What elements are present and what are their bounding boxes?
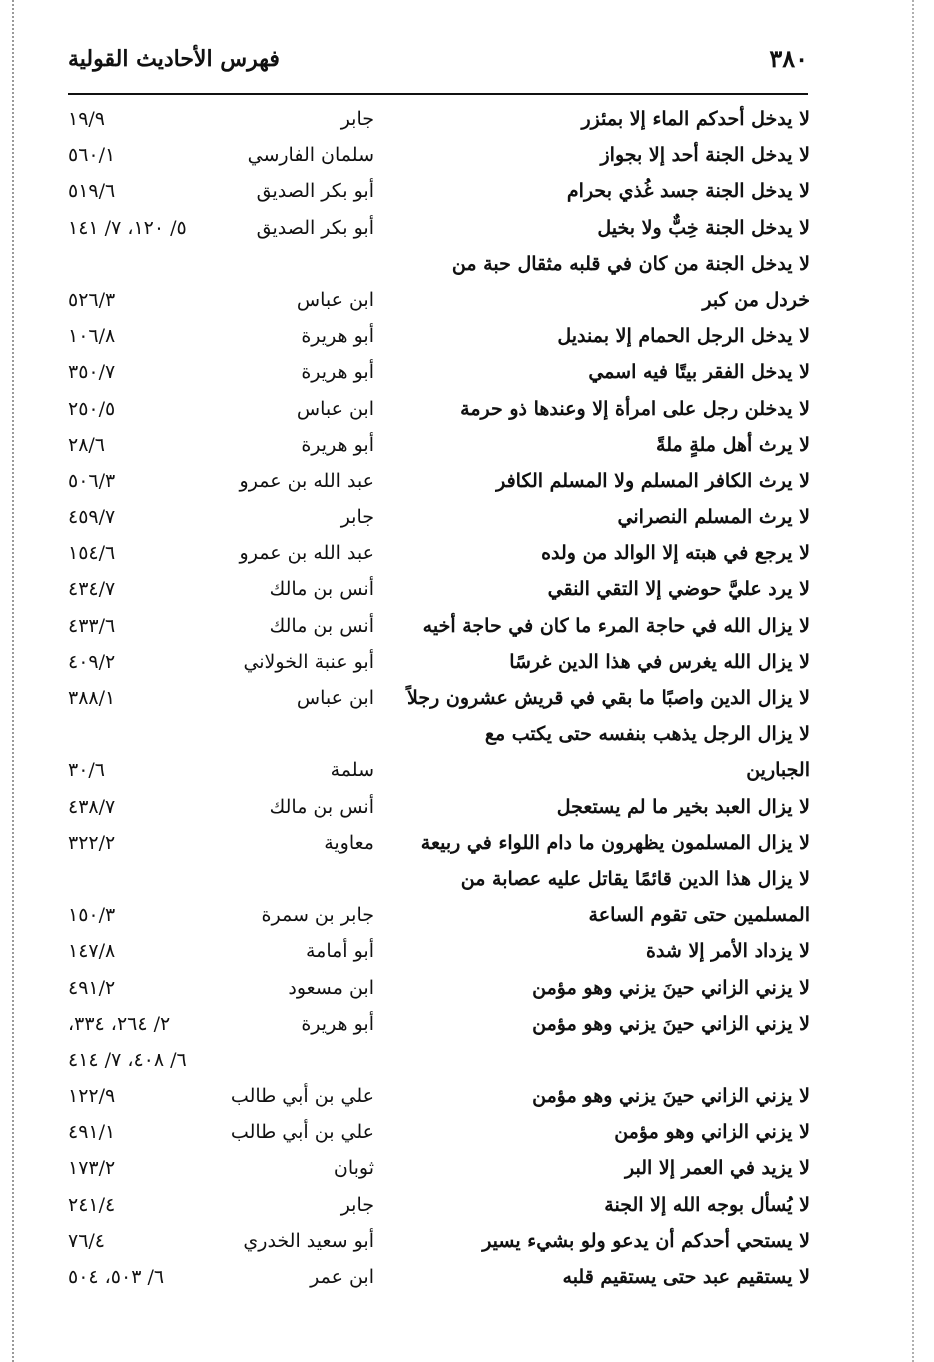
volume-page-reference: ٤٣٣/٦ [68, 614, 116, 637]
page-number: ٣٨٠ [769, 44, 808, 73]
volume-page-reference: ٦/ ٤٠٨، ٧/ ٤١٤ [68, 1048, 187, 1071]
hadith-text: لا يزال العبد بخير ما لم يستعجل [556, 795, 810, 818]
volume-page-reference: ٥١٩/٦ [68, 180, 116, 203]
narrator-name: ابن عباس [296, 397, 374, 420]
hadith-text: لا يرد عليَّ حوضي إلا التقي النقي [547, 578, 810, 601]
narrator-name: علي بن أبي طالب [230, 1121, 374, 1144]
volume-page-reference: ١٩/٩ [68, 108, 106, 130]
volume-page-reference: ٢٨/٦ [68, 433, 106, 456]
hadith-text: لا يزني الزاني وهو مؤمن [614, 1121, 810, 1144]
hadith-text: لا يزال الدين واصبًا ما بقي في قريش عشرون رجلاً [407, 687, 810, 709]
index-row [68, 755, 810, 791]
volume-page-reference: ١٢٢/٩ [68, 1085, 116, 1108]
hadith-text: لا يزال الرجل يذهب بنفسه حتى يكتب مع [484, 723, 810, 746]
narrator-name: أبو هريرة [301, 1012, 374, 1035]
hadith-text: لا يستقيم عبد حتى يستقيم قلبه [562, 1266, 810, 1288]
hadith-text: لا يرث أهل ملةٍ ملةً [656, 433, 810, 456]
right-edge-scan-dots [912, 0, 914, 1362]
narrator-name: ابن عباس [296, 288, 374, 311]
hadith-text: لا يزداد الأمر إلا شدة [645, 940, 810, 963]
index-row [68, 466, 810, 502]
index-row [68, 936, 810, 972]
volume-page-reference: ٧٦/٤ [68, 1229, 106, 1252]
index-row [68, 1081, 810, 1117]
index-row [68, 140, 810, 176]
volume-page-reference: ١٧٣/٢ [68, 1157, 116, 1180]
hadith-text: لا يدخل الجنة أحد إلا بجواز [600, 144, 810, 167]
volume-page-reference: ٤٣٨/٧ [68, 795, 116, 818]
narrator-name: عبد الله بن عمرو [239, 542, 374, 565]
volume-page-reference: ٣٥٠/٧ [68, 361, 116, 384]
narrator-name: ابن مسعود [288, 976, 374, 999]
hadith-text: خردل من كبر [702, 288, 810, 311]
index-row [68, 719, 810, 755]
hadith-text: لا يرث المسلم النصراني [617, 506, 810, 529]
narrator-name: أنس بن مالك [269, 795, 374, 818]
narrator-name: ابن عباس [296, 687, 374, 709]
volume-page-reference: ٥/ ١٢٠، ٧/ ١٤١ [68, 216, 187, 239]
narrator-name: أبو هريرة [301, 361, 374, 384]
index-row [68, 864, 810, 900]
narrator-name: جابر [340, 108, 374, 130]
index-row [68, 1190, 810, 1226]
volume-page-reference: ٥٢٦/٣ [68, 288, 116, 311]
volume-page-reference: ٤٥٩/٧ [68, 506, 116, 529]
index-row [68, 647, 810, 683]
index-row [68, 1226, 810, 1262]
hadith-text: المسلمين حتى تقوم الساعة [588, 904, 810, 927]
hadith-text: لا يدخل الجنة جسد غُذي بحرام [566, 180, 810, 203]
index-row [68, 574, 810, 610]
narrator-name: عبد الله بن عمرو [239, 469, 374, 492]
volume-page-reference: ١٤٧/٨ [68, 940, 116, 963]
narrator-name: سلمان الفارسي [247, 144, 374, 167]
index-row [68, 430, 810, 466]
index-row [68, 683, 810, 719]
hadith-text: لا يزال الله في حاجة المرء ما كان في حاجة أخيه [422, 614, 810, 637]
volume-page-reference: ٣٨٨/١ [68, 687, 116, 709]
index-row [68, 394, 810, 430]
narrator-name: أبو أمامة [305, 940, 374, 963]
narrator-name: ثوبان [333, 1157, 374, 1180]
volume-page-reference: ١٥٤/٦ [68, 542, 116, 565]
narrator-name: أبو سعيد الخدري [243, 1229, 374, 1252]
hadith-text: لا يزني الزاني حينَ يزني وهو مؤمن [532, 1085, 810, 1108]
volume-page-reference: ٥٠٦/٣ [68, 469, 116, 492]
index-row [68, 104, 810, 140]
narrator-name: أبو هريرة [301, 433, 374, 456]
narrator-name: أبو بكر الصديق [256, 216, 374, 239]
index-row [68, 1117, 810, 1153]
index-row [68, 176, 810, 212]
running-title: فهرس الأحاديث القولية [68, 46, 280, 72]
hadith-text: لا يزيد في العمر إلا البر [625, 1157, 810, 1180]
narrator-name: علي بن أبي طالب [230, 1085, 374, 1108]
volume-page-reference: ١٥٠/٣ [68, 904, 116, 927]
narrator-name: أنس بن مالك [269, 578, 374, 601]
hadith-text: لا يدخل أحدكم الماء إلا بمئزر [581, 108, 810, 130]
hadith-text: لا يزني الزاني حينَ يزني وهو مؤمن [532, 976, 810, 999]
narrator-name: معاوية [324, 831, 374, 854]
hadith-text: لا يزال هذا الدين قائمًا يقاتل عليه عصابة من [460, 867, 810, 890]
index-row [68, 900, 810, 936]
hadith-text: لا يرجع في هبته إلا الوالد من ولده [541, 542, 810, 565]
volume-page-reference: ٤٣٤/٧ [68, 578, 116, 601]
narrator-name: جابر [340, 506, 374, 529]
index-row [68, 285, 810, 321]
index-row [68, 213, 810, 249]
index-row [68, 502, 810, 538]
volume-page-reference: ١٠٦/٨ [68, 325, 116, 348]
volume-page-reference: ٣٢٢/٢ [68, 831, 116, 854]
hadith-index-list [68, 104, 810, 1298]
left-edge-scan-dots [12, 0, 14, 1362]
narrator-name: جابر بن سمرة [261, 904, 374, 927]
header-rule [68, 93, 808, 95]
index-row [68, 1262, 810, 1298]
volume-page-reference: ٤٠٩/٢ [68, 650, 116, 673]
narrator-name: سلمة [330, 759, 374, 782]
index-row [68, 1045, 810, 1081]
index-row [68, 1153, 810, 1189]
hadith-text: لا يدخل الجنة خِبٌّ ولا بخيل [597, 216, 810, 239]
index-row [68, 321, 810, 357]
hadith-text: لا يرث الكافر المسلم ولا المسلم الكافر [496, 469, 810, 492]
index-row [68, 611, 810, 647]
index-row [68, 792, 810, 828]
hadith-text: لا يزال المسلمون يظهرون ما دام اللواء في ربيعة [420, 831, 810, 854]
volume-page-reference: ٣٠/٦ [68, 759, 106, 782]
hadith-text: لا يدخل الرجل الحمام إلا بمنديل [557, 325, 810, 348]
volume-page-reference: ٢/ ٢٦٤، ٣٣٤، [68, 1012, 171, 1035]
hadith-text: لا يدخل الجنة من كان في قلبه مثقال حبة من [451, 252, 810, 275]
volume-page-reference: ٤٩١/١ [68, 1121, 116, 1144]
index-row [68, 538, 810, 574]
narrator-name: جابر [340, 1193, 374, 1216]
hadith-text: لا يزال الله يغرس في هذا الدين غرسًا [509, 650, 810, 673]
hadith-text: لا يُسأل بوجه الله إلا الجنة [604, 1193, 810, 1216]
volume-page-reference: ٢٤١/٤ [68, 1193, 116, 1216]
index-row [68, 249, 810, 285]
narrator-name: أبو عنبة الخولاني [243, 650, 374, 673]
index-row [68, 973, 810, 1009]
volume-page-reference: ٦/ ٥٠٣، ٥٠٤ [68, 1266, 165, 1288]
hadith-text: الجبارين [746, 759, 810, 782]
volume-page-reference: ٥٦٠/١ [68, 144, 116, 167]
volume-page-reference: ٤٩١/٢ [68, 976, 116, 999]
narrator-name: أنس بن مالك [269, 614, 374, 637]
hadith-text: لا يدخلن رجل على امرأة إلا وعندها ذو حرمة [460, 397, 810, 420]
volume-page-reference: ٢٥٠/٥ [68, 397, 116, 420]
index-row [68, 357, 810, 393]
hadith-text: لا يزني الزاني حينَ يزني وهو مؤمن [532, 1012, 810, 1035]
page-header [68, 40, 808, 90]
narrator-name: ابن عمر [310, 1266, 374, 1288]
narrator-name: أبو هريرة [301, 325, 374, 348]
index-row [68, 1009, 810, 1045]
narrator-name: أبو بكر الصديق [256, 180, 374, 203]
hadith-text: لا يدخل الفقر بيتًا فيه اسمي [588, 361, 810, 384]
hadith-text: لا يستحي أحدكم أن يدعو ولو بشيء يسير [482, 1229, 810, 1252]
index-row [68, 828, 810, 864]
